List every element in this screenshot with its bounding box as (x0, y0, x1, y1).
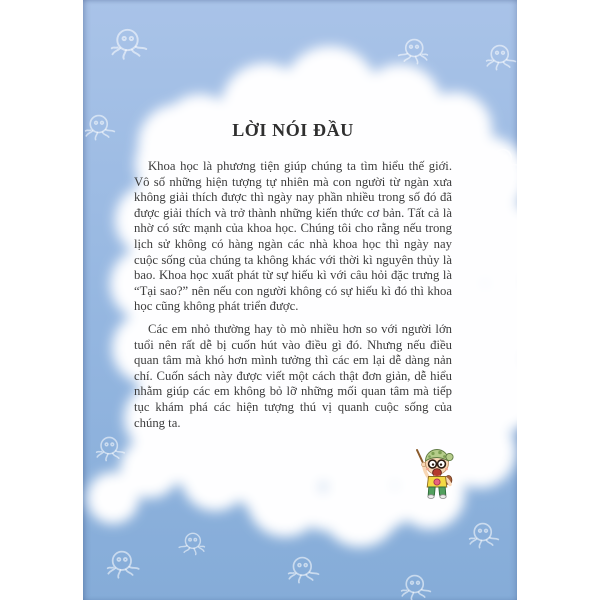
foreword-paragraph: Khoa học là phương tiện giúp chúng ta tìm hiểu thế giới. Vô số những hiện tượng tự nhiên mà con người từ ngàn xưa không giải thích được thì ngày nay phần nhiều trong số đó đã được giải thích và trở thành những kiến thức cơ bản. Tất cả là nhờ có sức mạnh của khoa học. Chúng tôi cho rằng nếu trong lịch sử không có hàng ngàn các nhà khoa học thì ngày nay cuộc sống của chúng ta không khác với thời kì nguyên thủy là bao. Khoa học xuất phát từ sự hiếu kì với câu hỏi đặc trưng là “Tại sao?” nên nếu con người không có sự hiếu kì đó thì khoa học cũng không phát triển được. (134, 159, 452, 314)
page-title: LỜI NÓI ĐẦU (232, 120, 354, 140)
mascot-boy-icon (414, 444, 460, 502)
book-page (83, 0, 517, 600)
foreword-section (134, 120, 452, 431)
foreword-paragraph: Các em nhỏ thường hay tò mò nhiều hơn so với người lớn tuổi nên rất dễ bị cuốn hút vào điều gì đó. Nhưng nếu điều quan tâm mà khó hơn mình tưởng thì các em lại dễ dàng nản chí. Cuốn sách này được viết một cách thật đơn giản, dễ hiểu nhằm giúp các em không bỏ lỡ những mối quan tâm mà tiếp tục khám phá các hiện tượng thú vị quanh cuộc sống của chúng ta. (134, 321, 452, 430)
